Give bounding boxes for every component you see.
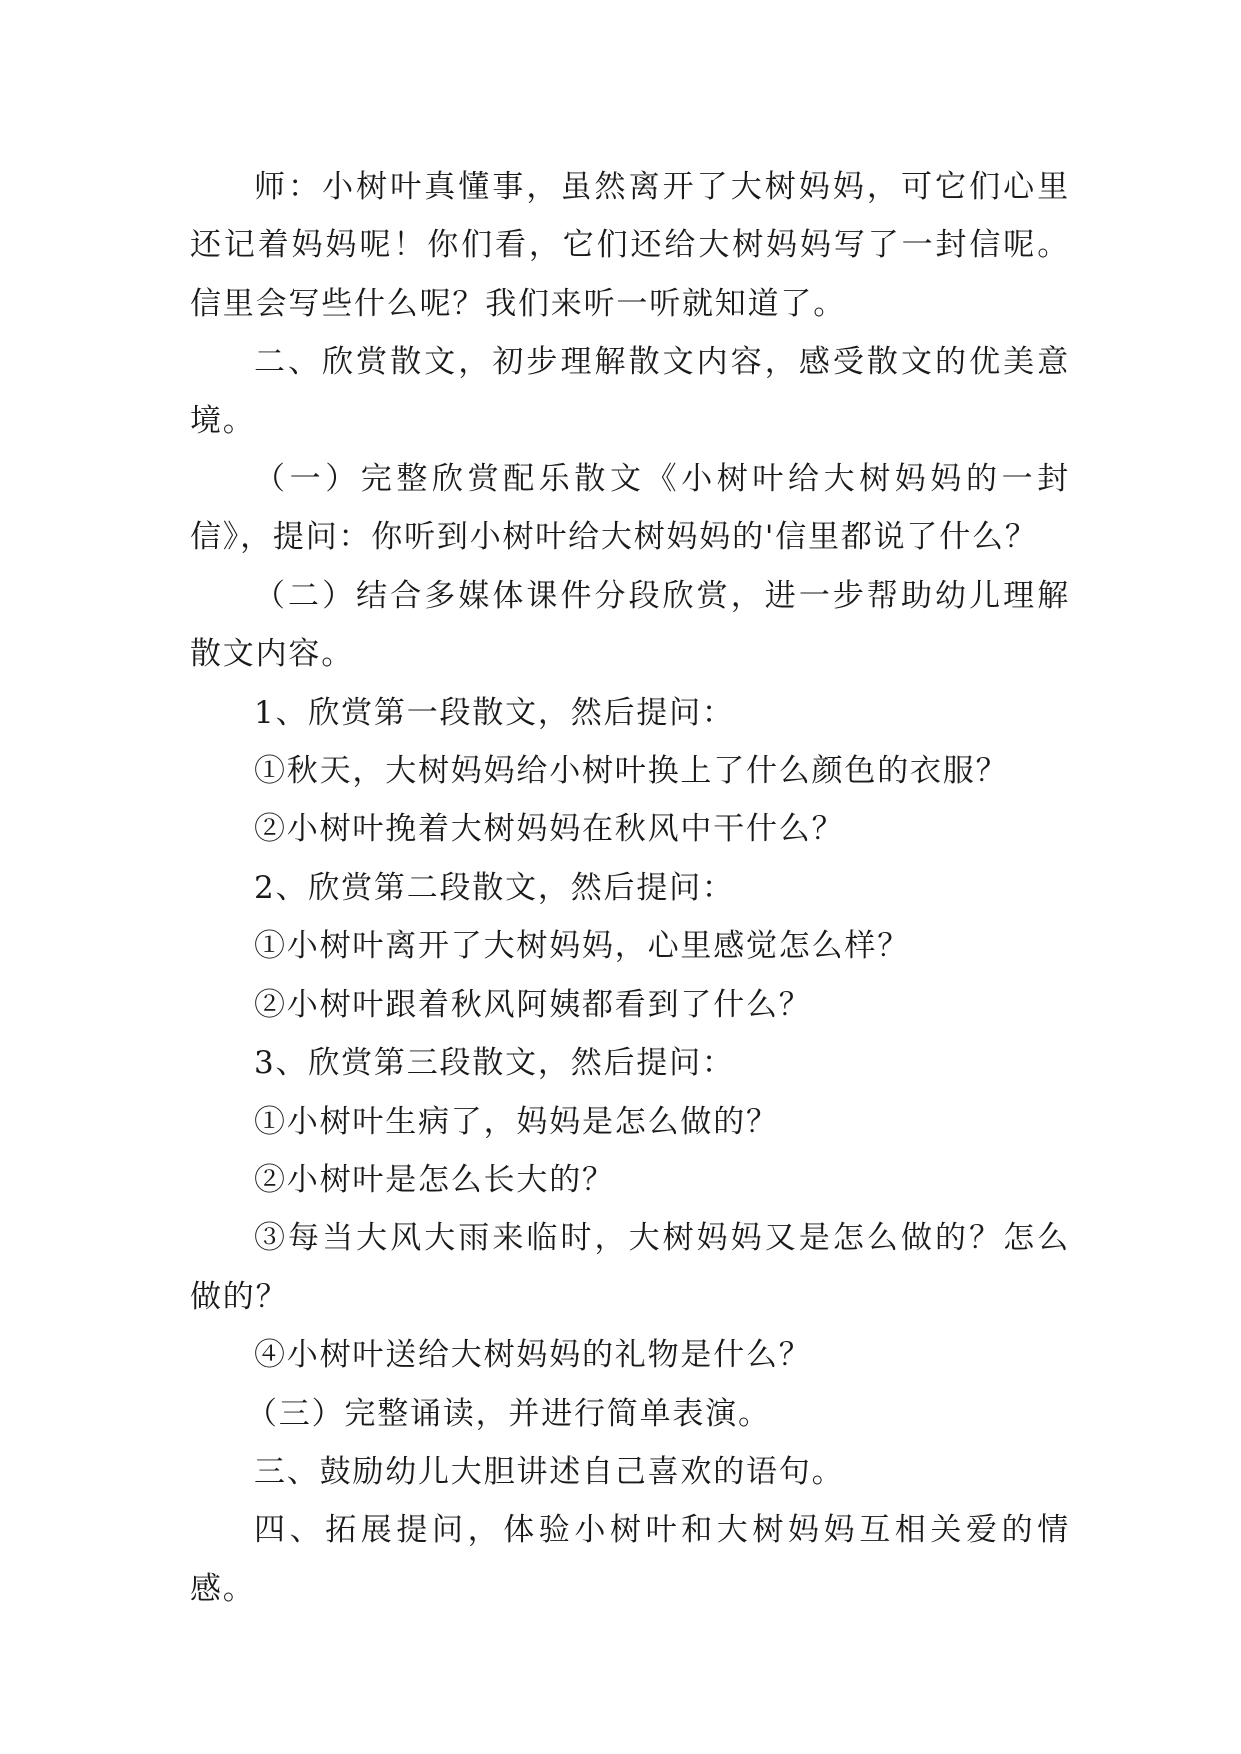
paragraph: （一）完整欣赏配乐散文《小树叶给大树妈妈的一封信》，提问：你听到小树叶给大树妈妈的'信里都说了什么？ — [190, 461, 1070, 556]
paragraph: ①小树叶生病了，妈妈是怎么做的？ — [254, 1103, 779, 1140]
paragraph: 3、欣赏第三段散文，然后提问： — [254, 1045, 735, 1082]
paragraph: ②小树叶挽着大树妈妈在秋风中干什么？ — [254, 811, 845, 848]
paragraph: ②小树叶是怎么长大的？ — [254, 1161, 615, 1198]
paragraph: ②小树叶跟着秋风阿姨都看到了什么？ — [254, 986, 812, 1023]
paragraph: ①秋天，大树妈妈给小树叶换上了什么颜色的衣服？ — [254, 753, 1009, 790]
paragraph: 三、鼓励幼儿大胆讲述自己喜欢的语句。 — [254, 1453, 845, 1490]
paragraph: 2、欣赏第二段散文，然后提问： — [254, 869, 735, 906]
paragraph: 1、欣赏第一段散文，然后提问： — [254, 694, 735, 731]
paragraph: 四、拓展提问，体验小树叶和大树妈妈互相关爱的情感。 — [190, 1512, 1070, 1607]
paragraph: 师：小树叶真懂事，虽然离开了大树妈妈，可它们心里还记着妈妈呢！你们看，它们还给大树妈妈写了一封信呢。信里会写些什么呢？我们来听一听就知道了。 — [190, 169, 1070, 322]
paragraph: ④小树叶送给大树妈妈的礼物是什么？ — [254, 1337, 812, 1374]
paragraph: ①小树叶离开了大树妈妈，心里感觉怎么样？ — [254, 928, 910, 965]
paragraph: （三）完整诵读，并进行简单表演。 — [246, 1395, 771, 1432]
document-body — [190, 158, 1070, 1618]
paragraph: （二）结合多媒体课件分段欣赏，进一步帮助幼儿理解散文内容。 — [190, 577, 1070, 673]
paragraph: ③每当大风大雨来临时，大树妈妈又是怎么做的？怎么做的？ — [190, 1220, 1070, 1315]
paragraph: 二、欣赏散文，初步理解散文内容，感受散文的优美意境。 — [190, 344, 1070, 439]
